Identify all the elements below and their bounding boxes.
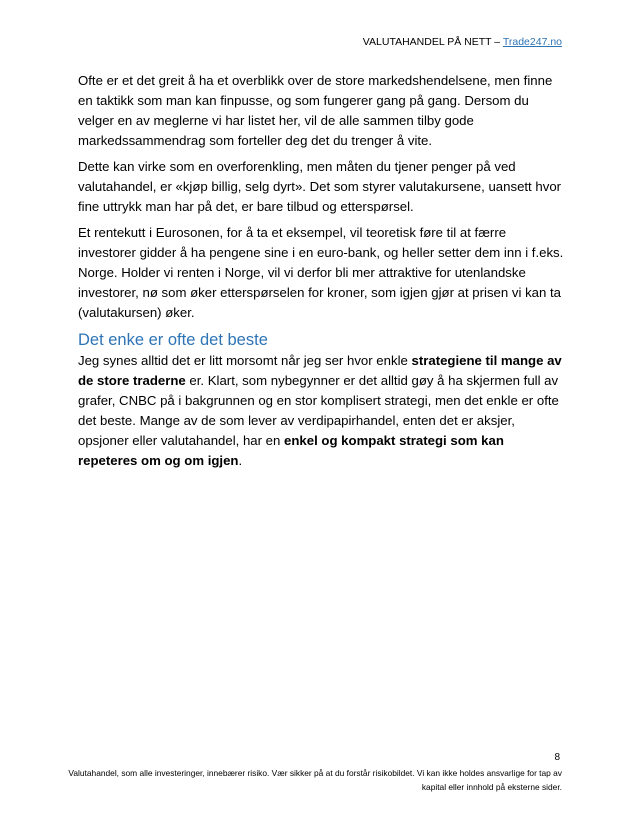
page-header <box>363 35 562 49</box>
strategy-text-3: . <box>238 453 243 468</box>
header-separator: – <box>491 36 503 48</box>
page-number: 8 <box>554 752 560 763</box>
paragraph-supply-demand: Dette kan virke som en overforenkling, men måten du tjener penger på ved valutahandel, er «kjøp billig, selg dyrt». Det som styrer valutakursene, uansett hvor fine uttrykk man har på det, er bare tilbud og etterspørsel. <box>78 159 562 214</box>
paragraph-simple-strategy <box>78 351 566 471</box>
paragraph-overview: Ofte er et det greit å ha et overblikk over de store markedshendelsene, men finne en taktikk som man kan finpusse, og som fungerer gang på gang. Dersom du velger en av meglerne vi har listet her, vil de alle sammen tilby gode markedssammendrag som forteller deg det du trenger å vite. <box>78 73 553 148</box>
section-heading: Det enke er ofte det beste <box>78 331 268 349</box>
footer-disclaimer: Valutahandel, som alle investeringer, innebærer risiko. Vær sikker på at du forstår risikobildet. Vi kan ikke holdes ansvarlige for tap av kapital eller innhold på eksterne sider. <box>68 768 562 792</box>
header-link[interactable]: Trade247.no <box>502 36 562 48</box>
strategy-bold-2: enkel og kompakt strategi som kan repeteres om og om igjen <box>78 433 504 468</box>
strategy-bold-1: strategiene til mange av de store traderne <box>78 353 562 388</box>
document-body <box>78 71 566 477</box>
strategy-text-1: Jeg synes alltid det er litt morsomt når jeg ser hvor enkle <box>78 353 412 368</box>
header-title: VALUTAHANDEL PÅ NETT <box>362 36 492 48</box>
paragraph-rate-cut-example: Et rentekutt i Eurosonen, for å ta et eksempel, vil teoretisk føre til at færre investorer gidder å ha pengene sine i en euro-bank, og heller setter dem inn i f.eks. Norge. Holder vi renten i Norge, vil vi derfor bli mer attraktive for utenlandske investorer, nø som øker etterspørselen for kroner, som igjen gjør at prisen vi kan ta (valutakursen) øker. <box>78 225 564 320</box>
strategy-text-2: er. Klart, som nybegynner er det alltid gøy å ha skjermen full av grafer, CNBC på i bakgrunnen og en stor komplisert strategi, men det enkle er ofte det beste. Mange av de som lever av verdipapirhandel, enten det er aksjer, opsjoner eller valutahandel, har en <box>78 373 559 448</box>
